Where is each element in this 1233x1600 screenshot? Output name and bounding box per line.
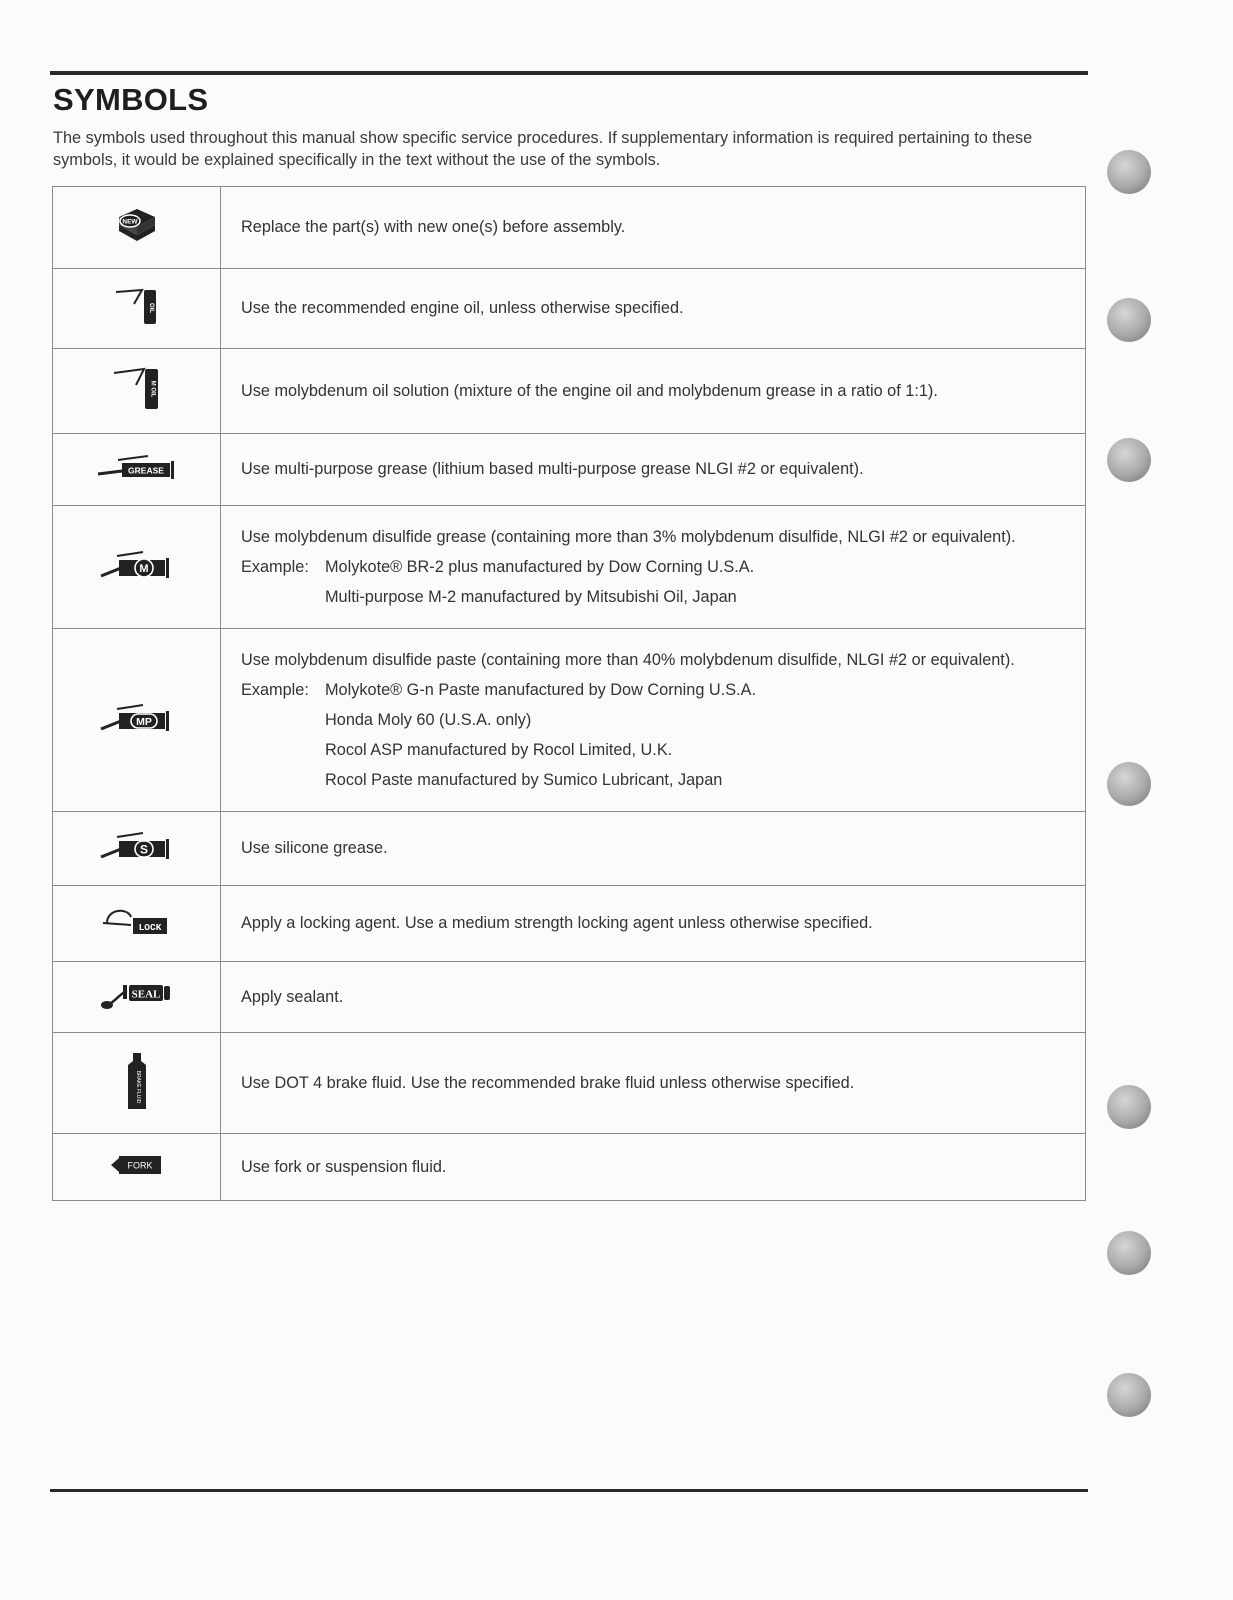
example-text: Multi-purpose M-2 manufactured by Mitsubishi Oil, Japan bbox=[325, 587, 737, 606]
intro-paragraph: The symbols used throughout this manual show specific service procedures. If supplementary information is required pertaining to these symbols, it would be explained specifically in the text without the use of the symbols. bbox=[53, 129, 1033, 169]
icon-label: NEW bbox=[121, 218, 138, 226]
section-tab[interactable] bbox=[1107, 438, 1151, 482]
example-line bbox=[241, 770, 1065, 791]
molybdenum-oil-icon bbox=[110, 367, 164, 416]
silicone-grease-icon bbox=[99, 829, 175, 868]
symbol-description: Use molybdenum oil solution (mixture of the engine oil and molybdenum grease in a ratio of 1:1). bbox=[241, 381, 938, 400]
icon-label: FORK bbox=[126, 1160, 153, 1170]
example-text: Molykote® BR-2 plus manufactured by Dow Corning U.S.A. bbox=[325, 557, 755, 576]
example-text: Rocol Paste manufactured by Sumico Lubricant, Japan bbox=[325, 770, 723, 789]
symbol-description: Use silicone grease. bbox=[241, 839, 388, 857]
symbols-table bbox=[52, 186, 1086, 1201]
brake-fluid-icon bbox=[122, 1051, 152, 1116]
sealant-icon bbox=[99, 977, 175, 1018]
table-row bbox=[53, 1134, 1086, 1201]
new-part-icon bbox=[115, 207, 159, 248]
engine-oil-icon bbox=[112, 286, 162, 331]
example-text: Honda Moly 60 (U.S.A. only) bbox=[325, 710, 532, 729]
fork-fluid-icon bbox=[109, 1152, 165, 1183]
icon-label: LOCK bbox=[138, 922, 161, 933]
example-line bbox=[241, 680, 1065, 701]
section-tab[interactable] bbox=[1107, 1373, 1151, 1417]
grease-icon bbox=[96, 452, 178, 487]
icon-label: M bbox=[138, 562, 149, 575]
table-row bbox=[53, 1033, 1086, 1134]
table-row bbox=[53, 506, 1086, 629]
symbol-description: Use DOT 4 brake fluid. Use the recommended brake fluid unless otherwise specified. bbox=[241, 1073, 855, 1092]
table-row bbox=[53, 629, 1086, 812]
section-tab[interactable] bbox=[1107, 1085, 1151, 1129]
example-label: Example: bbox=[241, 557, 309, 576]
table-row bbox=[53, 269, 1086, 349]
example-line bbox=[241, 710, 1065, 731]
example-text: Rocol ASP manufactured by Rocol Limited, U.K. bbox=[325, 740, 673, 759]
molybdenum-paste-icon bbox=[99, 701, 175, 740]
icon-label: SEAL bbox=[131, 988, 160, 1000]
section-tab[interactable] bbox=[1107, 762, 1151, 806]
locking-agent-icon bbox=[101, 903, 173, 944]
symbol-description: Use multi-purpose grease (lithium based multi-purpose grease NLGI #2 or equivalent). bbox=[241, 460, 864, 478]
icon-label: M OIL bbox=[149, 380, 155, 397]
table-row bbox=[53, 886, 1086, 962]
symbol-description: Apply a locking agent. Use a medium strength locking agent unless otherwise specified. bbox=[241, 914, 873, 932]
icon-label: S bbox=[139, 842, 148, 857]
icon-label: GREASE bbox=[127, 465, 164, 476]
table-row bbox=[53, 962, 1086, 1033]
example-label: Example: bbox=[241, 680, 309, 699]
molybdenum-grease-icon bbox=[99, 548, 175, 587]
section-tab[interactable] bbox=[1107, 1231, 1151, 1275]
symbol-description: Use the recommended engine oil, unless otherwise specified. bbox=[241, 299, 684, 317]
example-line bbox=[241, 740, 1065, 761]
table-row bbox=[53, 349, 1086, 434]
table-row bbox=[53, 434, 1086, 506]
page-title: SYMBOLS bbox=[53, 82, 209, 117]
top-rule bbox=[50, 71, 1088, 75]
bottom-rule bbox=[50, 1489, 1088, 1492]
icon-label: OIL bbox=[147, 303, 154, 313]
symbol-description: Apply sealant. bbox=[241, 987, 344, 1006]
table-row bbox=[53, 812, 1086, 886]
symbol-description: Use fork or suspension fluid. bbox=[241, 1157, 447, 1176]
icon-label: MP bbox=[135, 715, 152, 728]
symbol-description: Use molybdenum disulfide paste (containing more than 40% molybdenum disulfide, NLGI #2 or equivalent). bbox=[241, 650, 1015, 669]
table-row bbox=[53, 187, 1086, 269]
section-tab[interactable] bbox=[1107, 150, 1151, 194]
example-line bbox=[241, 587, 1065, 608]
symbol-description: Replace the part(s) with new one(s) before assembly. bbox=[241, 218, 626, 236]
icon-label: BRAKE FLUID bbox=[134, 1070, 141, 1103]
symbol-description: Use molybdenum disulfide grease (containing more than 3% molybdenum disulfide, NLGI #2 or equivalent). bbox=[241, 527, 1016, 546]
section-tab[interactable] bbox=[1107, 298, 1151, 342]
example-line bbox=[241, 557, 1065, 578]
example-text: Molykote® G-n Paste manufactured by Dow Corning U.S.A. bbox=[325, 680, 756, 699]
